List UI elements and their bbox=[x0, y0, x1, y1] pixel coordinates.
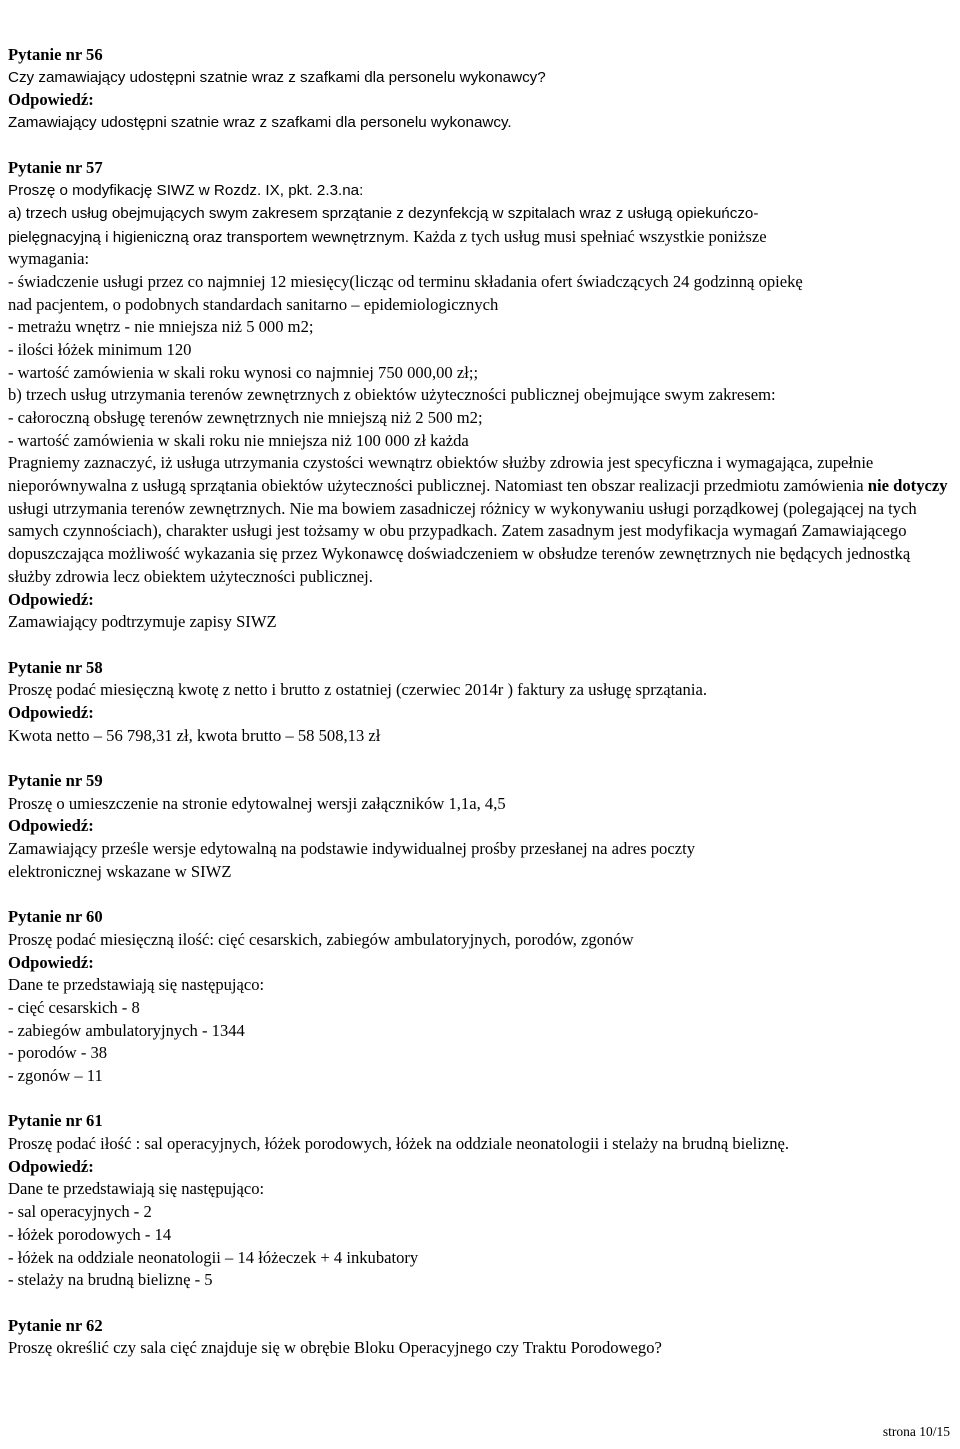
requirement-line: b) trzech usług utrzymania terenów zewnętrznych z obiektów użyteczności publicznej obejmujące swym zakresem: bbox=[8, 385, 776, 405]
spacer bbox=[8, 1088, 952, 1111]
answer-text-57: Zamawiający podtrzymuje zapisy SIWZ bbox=[8, 612, 277, 632]
answer-line: - zabiegów ambulatoryjnych - 1344 bbox=[8, 1020, 245, 1040]
question-text-59: Proszę o umieszczenie na stronie edytowalnej wersji załączników 1,1a, 4,5 bbox=[8, 793, 506, 813]
answer-text-58: Kwota netto – 56 798,31 zł, kwota brutto – 58 508,13 zł bbox=[8, 725, 381, 745]
question-line: a) trzech usług obejmujących swym zakresem sprzątanie z dezynfekcją w szpitalach wraz z usługą opiekuńczo- bbox=[8, 204, 759, 222]
question-text-61: Proszę podać iłość : sal operacyjnych, łóżek porodowych, łóżek na oddziale neonatologii i stelaży na brudną bieliznę. bbox=[8, 1134, 790, 1154]
answer-line: Zamawiający prześle wersje edytowalną na podstawie indywidualnej prośby przesłanej na adres poczty bbox=[8, 839, 695, 859]
answer-line: - stelaży na brudną bieliznę - 5 bbox=[8, 1270, 213, 1290]
answer-label-57: Odpowiedź: bbox=[8, 589, 94, 609]
answer-line: - zgonów – 11 bbox=[8, 1066, 103, 1086]
requirement-line: - całoroczną obsługę terenów zewnętrznych nie mniejszą niż 2 500 m2; bbox=[8, 408, 483, 427]
question-title-57: Pytanie nr 57 bbox=[8, 158, 103, 178]
question-line-part: pielęgnacyjną i higieniczną oraz transportem wewnętrznym. bbox=[8, 228, 409, 246]
answer-label-56: Odpowiedź: bbox=[8, 90, 94, 110]
requirement-line: wymagania: bbox=[8, 249, 90, 269]
requirement-line: - wartość zamówienia w skali roku nie mniejsza niż 100 000 zł każda bbox=[8, 430, 469, 450]
spacer bbox=[8, 1292, 952, 1315]
question-line bbox=[8, 226, 952, 249]
question-title-58: Pytanie nr 58 bbox=[8, 657, 103, 677]
answer-label-61: Odpowiedź: bbox=[8, 1156, 94, 1176]
answer-label-60: Odpowiedź: bbox=[8, 952, 94, 972]
question-title-62: Pytanie nr 62 bbox=[8, 1315, 103, 1335]
paragraph-text: Pragniemy zaznaczyć, iż usługa utrzymania czystości wewnątrz obiektów służby zdrowia jest specyficzna i wymagająca, zupełnie nieporównywalna z usługą sprzątania obiektów użyteczności publicznej. Natomiast ten obszar realizacji przedmiotu zamówienia bbox=[8, 453, 874, 496]
question-text-60: Proszę podać miesięczną ilość: cięć cesarskich, zabiegów ambulatoryjnych, porodów, zgonów bbox=[8, 929, 634, 949]
spacer bbox=[8, 634, 952, 657]
justification-paragraph bbox=[8, 452, 952, 588]
answer-line: - łóżek porodowych - 14 bbox=[8, 1224, 172, 1244]
question-title-56: Pytanie nr 56 bbox=[8, 45, 103, 64]
question-text-56: Czy zamawiający udostępni szatnie wraz z szafkami dla personelu wykonawcy? bbox=[8, 68, 546, 86]
question-title-61: Pytanie nr 61 bbox=[8, 1111, 103, 1131]
answer-line: - porodów - 38 bbox=[8, 1043, 108, 1063]
paragraph-bold-text: nie dotyczy bbox=[867, 476, 948, 496]
requirement-line: - ilości łóżek minimum 120 bbox=[8, 339, 192, 359]
requirement-line: - świadczenie usługi przez co najmniej 12 miesięcy(licząc od terminu składania ofert świadczących 24 godzinną opiekę bbox=[8, 271, 803, 291]
answer-line: - łóżek na oddziale neonatologii – 14 łóżeczek + 4 inkubatory bbox=[8, 1247, 419, 1267]
requirement-line: - metrażu wnętrz - nie mniejsza niż 5 000 m2; bbox=[8, 317, 314, 337]
answer-line: - sal operacyjnych - 2 bbox=[8, 1202, 152, 1222]
question-text-58: Proszę podać miesięczną kwotę z netto i brutto z ostatniej (czerwiec 2014r ) faktury za usługę sprzątania. bbox=[8, 680, 707, 700]
document-page bbox=[8, 44, 952, 1360]
answer-text-56: Zamawiający udostępni szatnie wraz z szafkami dla personelu wykonawcy. bbox=[8, 114, 512, 132]
question-line: Proszę o modyfikację SIWZ w Rozdz. IX, pkt. 2.3.na: bbox=[8, 182, 364, 200]
answer-line: - cięć cesarskich - 8 bbox=[8, 997, 140, 1017]
spacer bbox=[8, 135, 952, 158]
answer-line: Dane te przedstawiają się następująco: bbox=[8, 975, 265, 995]
page-number: strona 10/15 bbox=[882, 1424, 950, 1439]
spacer bbox=[8, 884, 952, 907]
answer-label-58: Odpowiedź: bbox=[8, 703, 94, 723]
paragraph-text: usługi utrzymania terenów zewnętrznych. Nie ma bowiem zasadniczej różnicy w wykonywaniu usługi porządkowej (polegającej na tych samych czynnościach), charakter usługi jest tożsamy w obu przypadkach. Zatem zasadnym jest modyfikacja wymagań Zamawiającego dopuszczająca możliwość wykazania się przez Wykonawcę doświadczeniem w obsłudze terenów zewnętrznych nie będących jednostką służby zdrowia lecz obiektem użyteczności publicznej. bbox=[8, 498, 917, 586]
requirement-line: - wartość zamówienia w skali roku wynosi co najmniej 750 000,00 zł;; bbox=[8, 362, 479, 382]
question-title-60: Pytanie nr 60 bbox=[8, 907, 103, 927]
answer-line: Dane te przedstawiają się następująco: bbox=[8, 1179, 265, 1199]
spacer bbox=[8, 747, 952, 770]
question-text-62: Proszę określić czy sala cięć znajduje się w obrębie Bloku Operacyjnego czy Traktu Porodowego? bbox=[8, 1338, 662, 1358]
question-title-59: Pytanie nr 59 bbox=[8, 771, 103, 791]
requirement-line: nad pacjentem, o podobnych standardach sanitarno – epidemiologicznych bbox=[8, 294, 499, 314]
question-line-part: Każda z tych usług musi spełniać wszystkie poniższe bbox=[408, 226, 767, 246]
answer-label-59: Odpowiedź: bbox=[8, 816, 94, 836]
answer-line: elektronicznej wskazane w SIWZ bbox=[8, 861, 232, 881]
